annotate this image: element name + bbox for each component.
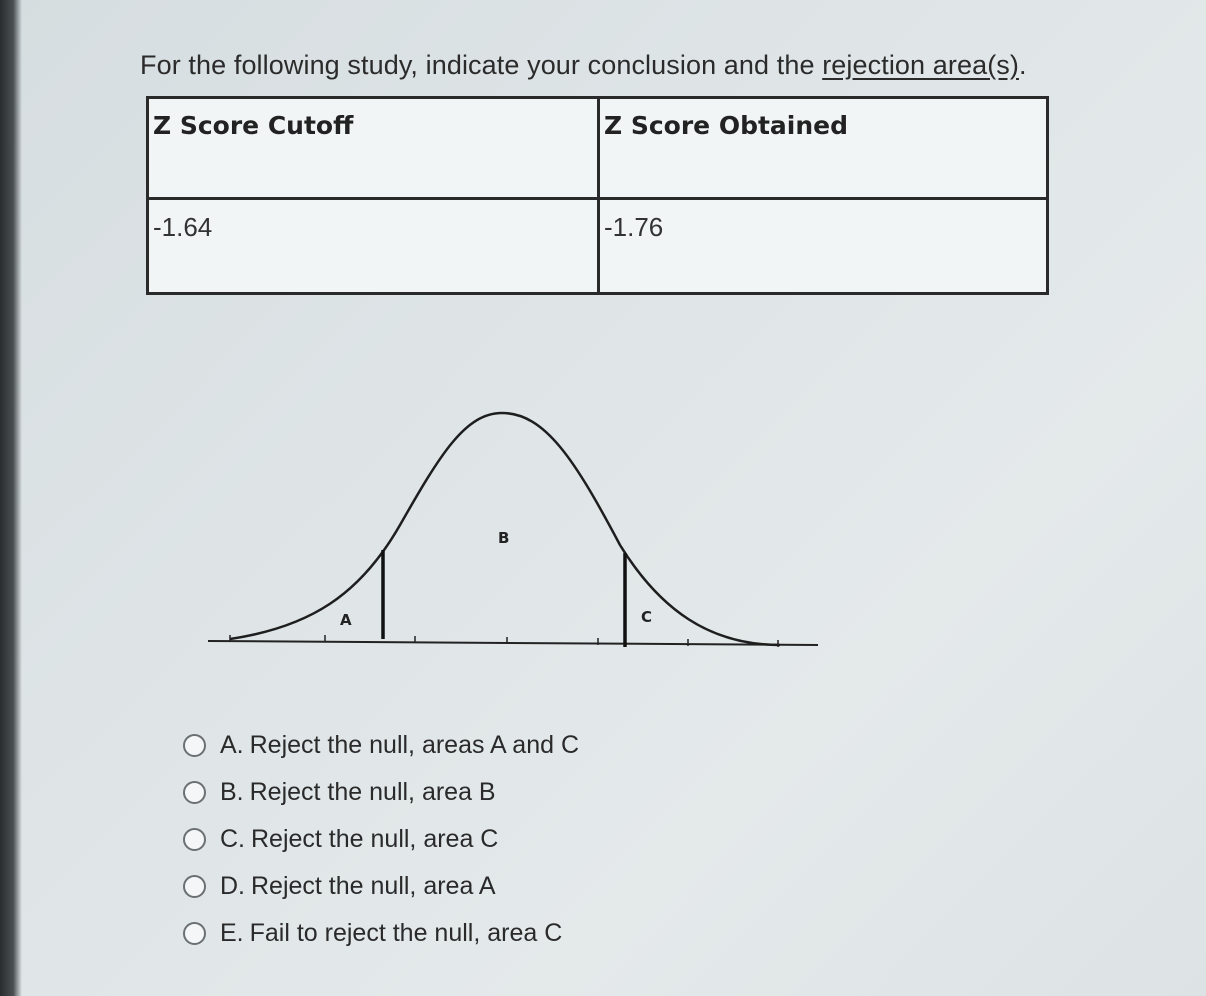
area-label-b: B <box>498 529 510 547</box>
area-label-c: C <box>641 608 653 626</box>
option-text: Fail to reject the null, area C <box>249 919 563 947</box>
option-letter: E. <box>220 919 244 947</box>
cell-z-obtained: -1.76 <box>599 199 1048 294</box>
radio-button-icon[interactable] <box>183 781 206 804</box>
radio-button-icon[interactable] <box>183 828 206 851</box>
option-a[interactable] <box>183 722 579 769</box>
area-label-a: A <box>340 611 352 629</box>
answer-options <box>183 722 579 957</box>
normal-curve-diagram <box>200 405 825 655</box>
radio-button-icon[interactable] <box>183 875 206 898</box>
option-text: Reject the null, area C <box>251 825 499 853</box>
cell-z-cutoff: -1.64 <box>148 199 599 294</box>
rejection-area-link[interactable]: rejection area(s) <box>822 50 1019 80</box>
option-letter: B. <box>220 778 244 806</box>
option-b[interactable] <box>183 769 579 816</box>
option-c[interactable] <box>183 816 579 863</box>
prompt-period: . <box>1018 50 1027 80</box>
table-row <box>148 199 1048 294</box>
header-z-obtained: Z Score Obtained <box>599 98 1048 199</box>
monitor-bezel <box>0 0 22 996</box>
option-e[interactable] <box>183 910 579 957</box>
option-letter: D. <box>220 872 245 900</box>
baseline <box>208 641 818 645</box>
normal-curve-svg <box>200 405 825 655</box>
option-text: Reject the null, areas A and C <box>249 731 579 759</box>
z-score-table <box>146 96 1049 295</box>
question-prompt <box>140 50 1027 81</box>
prompt-text: For the following study, indicate your conclusion and the <box>140 50 815 80</box>
option-letter: C. <box>220 825 245 853</box>
header-z-cutoff: Z Score Cutoff <box>148 98 599 199</box>
option-text: Reject the null, area B <box>249 778 496 806</box>
radio-button-icon[interactable] <box>183 734 206 757</box>
radio-button-icon[interactable] <box>183 922 206 945</box>
option-letter: A. <box>220 731 244 759</box>
option-d[interactable] <box>183 863 579 910</box>
table-header-row <box>148 98 1048 199</box>
option-text: Reject the null, area A <box>251 872 496 900</box>
